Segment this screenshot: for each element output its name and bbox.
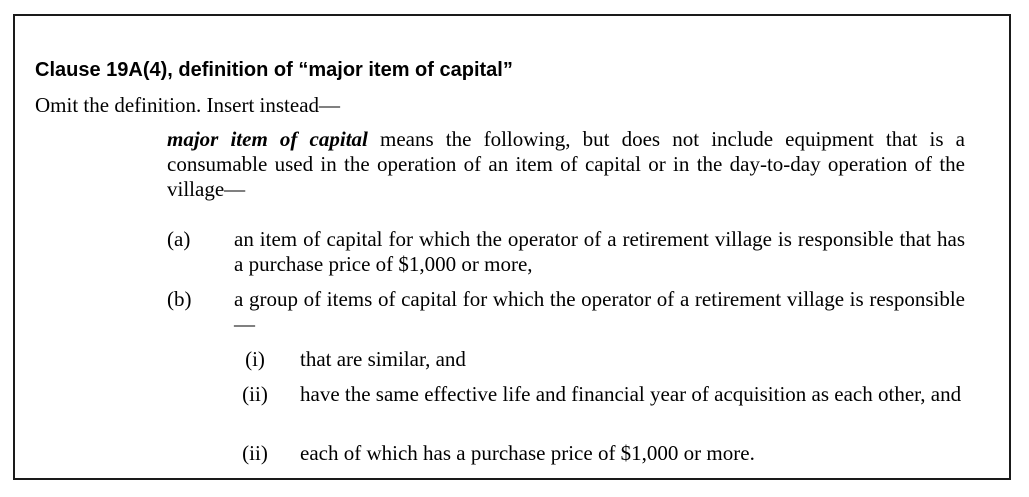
- subparagraph-text: have the same effective life and financial year of acquisition as each other, and: [300, 382, 962, 406]
- paragraph-text: a group of items of capital for which the operator of a retirement village is responsible—: [234, 287, 965, 336]
- clause-heading: Clause 19A(4), definition of “major item of capital”: [35, 59, 513, 81]
- paragraph-text: an item of capital for which the operator of a retirement village is responsible that has a purchase price of $1,000 or more,: [234, 227, 965, 276]
- subparagraph-text: that are similar, and: [300, 347, 466, 371]
- definition-text: [167, 127, 965, 202]
- amendment-instruction: Omit the definition. Insert instead—: [35, 93, 341, 117]
- paragraph-number: (b): [167, 287, 192, 311]
- subparagraph-text: each of which has a purchase price of $1,000 or more.: [300, 441, 755, 465]
- defined-term: major item of capital: [167, 127, 368, 151]
- subparagraph-number: (ii): [242, 441, 268, 465]
- amendment-box: [13, 14, 1011, 480]
- subparagraph-number: (i): [245, 347, 265, 371]
- subparagraph-number: (ii): [242, 382, 268, 406]
- definition-body: means the following, but does not include equipment that is a consumable used in the operation of an item of capital or in the day-to-day operation of the village—: [167, 127, 966, 201]
- paragraph-number: (a): [167, 227, 191, 251]
